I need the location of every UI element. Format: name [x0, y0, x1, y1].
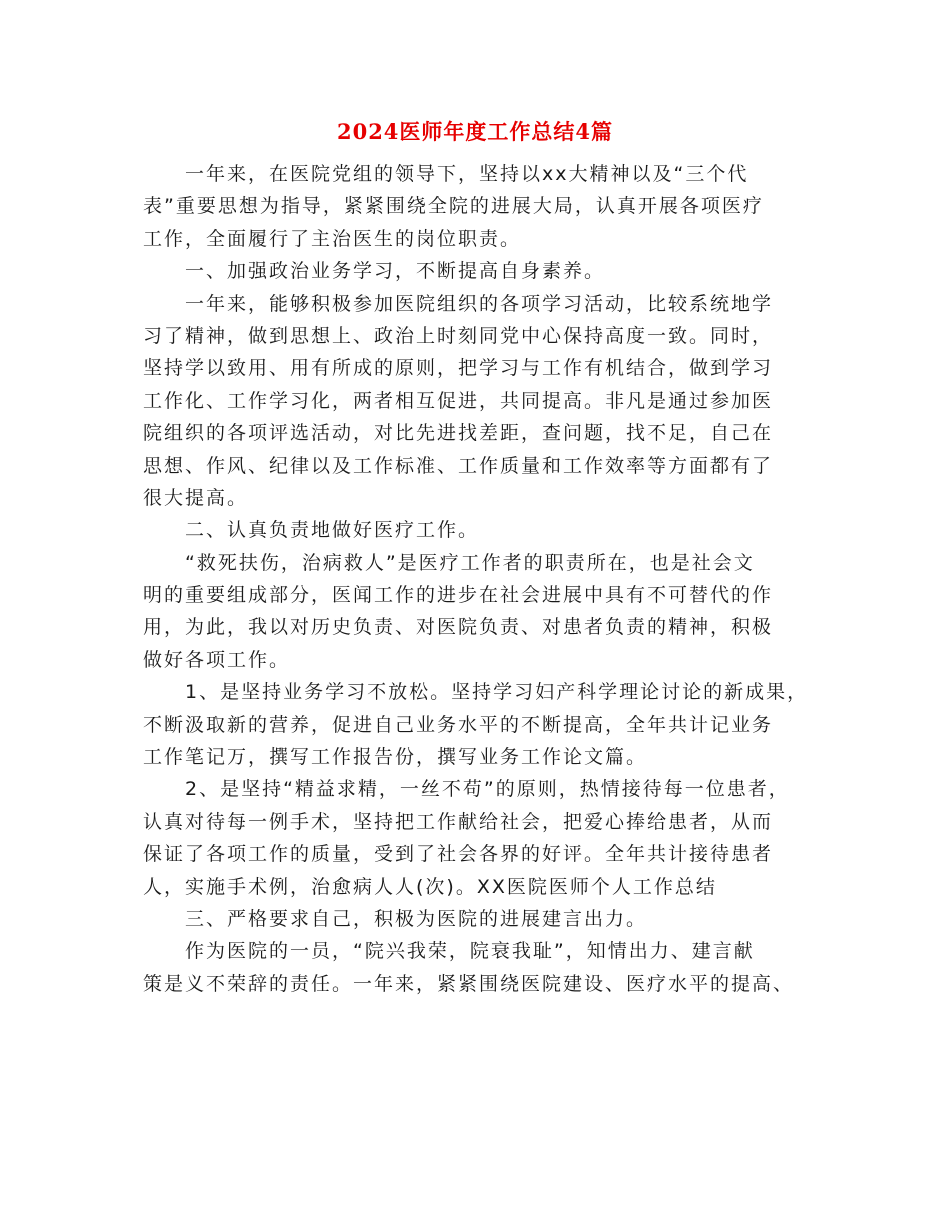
text-line: 策是义不荣辞的责任。一年来，紧紧围绕医院建设、医疗水平的提高、: [143, 972, 795, 995]
text-line: 二、认真负责地做好医疗工作。: [185, 519, 480, 542]
text-line: 工作，全面履行了主治医生的岗位职责。: [143, 227, 522, 250]
text-line: 工作化、工作学习化，两者相互促进，共同提高。非凡是通过参加医: [143, 389, 774, 412]
text-line: 坚持学以致用、用有所成的原则，把学习与工作有机结合，做到学习: [143, 357, 774, 380]
text-line: 作为医院的一员，“院兴我荣，院衰我耻”，知情出力、建言献: [185, 940, 755, 963]
text-line: 人，实施手术例，治愈病人人(次)。XX医院医师个人工作总结: [143, 875, 717, 898]
text-line: 不断汲取新的营养，促进自己业务水平的不断提高，全年共计记业务: [143, 713, 774, 736]
text-line: 一、加强政治业务学习，不断提高自身素养。: [185, 260, 606, 283]
text-line: 做好各项工作。: [143, 648, 291, 671]
document-body: [143, 158, 809, 1000]
text-line: 工作笔记万，撰写工作报告份，撰写业务工作论文篇。: [143, 746, 648, 769]
text-line: 思想、作风、纪律以及工作标准、工作质量和工作效率等方面都有了: [143, 454, 774, 477]
text-line: 明的重要组成部分，医闻工作的进步在社会进展中具有不可替代的作: [143, 584, 774, 607]
text-line: 表”重要思想为指导，紧紧围绕全院的进展大局，认真开展各项医疗: [143, 195, 764, 218]
text-line: “救死扶伤，治病救人”是医疗工作者的职责所在，也是社会文: [185, 551, 755, 574]
text-line: 一年来，能够积极参加医院组织的各项学习活动，比较系统地学: [185, 292, 774, 315]
text-line: 院组织的各项评选活动，对比先进找差距，查问题，找不足，自己在: [143, 422, 774, 445]
text-line: 2、是坚持“精益求精，一丝不苟”的原则，热情接待每一位患者，: [185, 778, 790, 801]
text-line: 三、严格要求自己，积极为医院的进展建言出力。: [185, 907, 648, 930]
document-title: 2024医师年度工作总结4篇: [336, 119, 614, 144]
text-line: 习了精神，做到思想上、政治上时刻同党中心保持高度一致。同时，: [143, 324, 774, 347]
text-line: 用，为此，我以对历史负责、对医院负责、对患者负责的精神，积极: [143, 616, 774, 639]
text-line: 1、是坚持业务学习不放松。坚持学习妇产科学理论讨论的新成果，: [185, 681, 809, 704]
text-line: 认真对待每一例手术，坚持把工作献给社会，把爱心捧给患者，从而: [143, 810, 774, 833]
text-line: 很大提高。: [143, 486, 249, 509]
text-line: 一年来，在医院党组的领导下，坚持以xx大精神以及“三个代: [185, 163, 749, 185]
text-line: 保证了各项工作的质量，受到了社会各界的好评。全年共计接待患者: [143, 843, 774, 866]
